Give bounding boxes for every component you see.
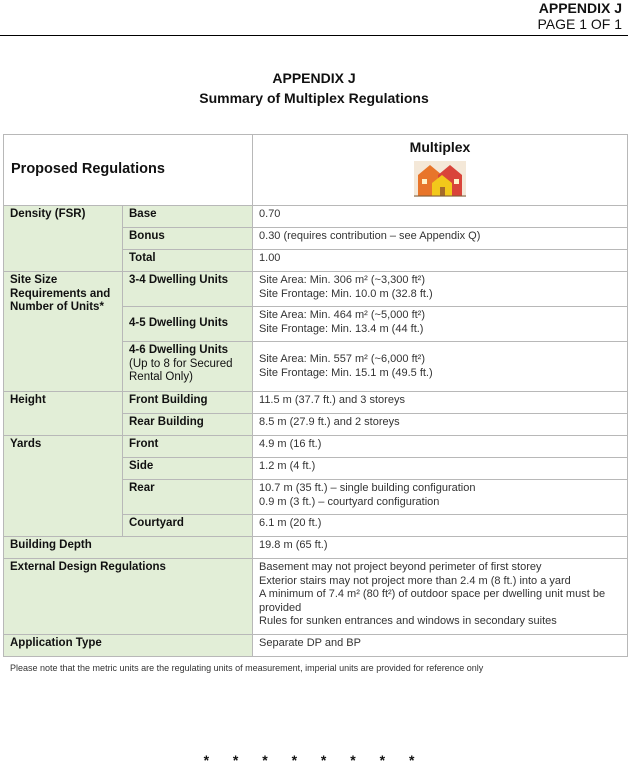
table-row [4,635,628,657]
density-bonus-value: 0.30 (requires contribution – see Appendix Q) [253,228,628,250]
regulations-table [3,134,628,657]
design-line: Rules for sunken entrances and windows in secondary suites [259,615,557,627]
yards-front-label: Front [123,436,253,458]
site-46-sub: 4-6 Dwelling Units [129,344,229,356]
design-line: Basement may not project beyond perimeter of first storey [259,561,542,573]
units-note: Please note that the metric units are the regulating units of measurement, imperial units are provided for reference only [10,663,484,673]
header-appendix: APPENDIX J [538,0,622,16]
yards-rear-value [253,480,628,515]
density-total-value: 1.00 [253,250,628,272]
footer-stars: * * * * * * * * [203,752,425,768]
site-46-area: Site Area: Min. 557 m² (~6,000 ft²) [259,353,426,365]
table-row [4,392,628,414]
site-size-label: Site Size Requirements and Number of Units* [4,272,123,392]
site-46-frontage: Site Frontage: Min. 15.1 m (49.5 ft.) [259,366,433,379]
height-rear-label: Rear Building [123,414,253,436]
site-46-note: (Up to 8 for Secured Rental Only) [129,357,233,383]
multiplex-column-header [253,135,628,206]
header-divider [0,35,628,36]
site-34-value [253,272,628,307]
site-45-value [253,307,628,342]
yards-front-value: 4.9 m (16 ft.) [253,436,628,458]
site-34-area: Site Area: Min. 306 m² (~3,300 ft²) [259,274,426,286]
table-row [4,537,628,559]
multiplex-heading: Multiplex [409,139,471,155]
yards-rear-courtyard: 0.9 m (3 ft.) – courtyard configuration [259,495,440,508]
table-row [4,436,628,458]
site-45-label: 4-5 Dwelling Units [123,307,253,342]
external-design-label: External Design Regulations [4,559,253,635]
site-46-label [123,342,253,392]
density-total-label: Total [123,250,253,272]
application-type-label: Application Type [4,635,253,657]
site-34-frontage: Site Frontage: Min. 10.0 m (32.8 ft.) [259,287,433,300]
application-type-value: Separate DP and BP [253,635,628,657]
design-line: A minimum of 7.4 m² (80 ft²) of outdoor space per dwelling unit must be provided [259,588,606,614]
yards-rear-label: Rear [123,480,253,515]
yards-rear-single: 10.7 m (35 ft.) – single building configuration [259,482,476,494]
yards-side-value: 1.2 m (4 ft.) [253,458,628,480]
table-row [4,272,628,307]
yards-courtyard-value: 6.1 m (20 ft.) [253,515,628,537]
table-header-row [4,135,628,206]
header-page-number: PAGE 1 OF 1 [537,16,622,32]
density-base-label: Base [123,206,253,228]
yards-side-label: Side [123,458,253,480]
yards-courtyard-label: Courtyard [123,515,253,537]
external-design-value [253,559,628,635]
document-title: APPENDIX J [272,70,356,86]
height-front-value: 11.5 m (37.7 ft.) and 3 storeys [253,392,628,414]
building-depth-label: Building Depth [4,537,253,559]
yards-label: Yards [4,436,123,537]
density-base-value: 0.70 [253,206,628,228]
table-row [4,206,628,228]
multiplex-house-icon [414,161,466,197]
site-45-area: Site Area: Min. 464 m² (~5,000 ft²) [259,309,426,321]
height-front-label: Front Building [123,392,253,414]
site-45-frontage: Site Frontage: Min. 13.4 m (44 ft.) [259,322,424,335]
density-bonus-label: Bonus [123,228,253,250]
site-46-value [253,342,628,392]
document-subtitle: Summary of Multiplex Regulations [199,90,429,106]
proposed-regulations-heading: Proposed Regulations [4,135,253,206]
height-rear-value: 8.5 m (27.9 ft.) and 2 storeys [253,414,628,436]
site-34-label: 3-4 Dwelling Units [123,272,253,307]
density-label: Density (FSR) [4,206,123,272]
building-depth-value: 19.8 m (65 ft.) [253,537,628,559]
page-header [537,0,622,32]
design-line: Exterior stairs may not project more than 2.4 m (8 ft.) into a yard [259,574,571,587]
table-row [4,559,628,635]
height-label: Height [4,392,123,436]
